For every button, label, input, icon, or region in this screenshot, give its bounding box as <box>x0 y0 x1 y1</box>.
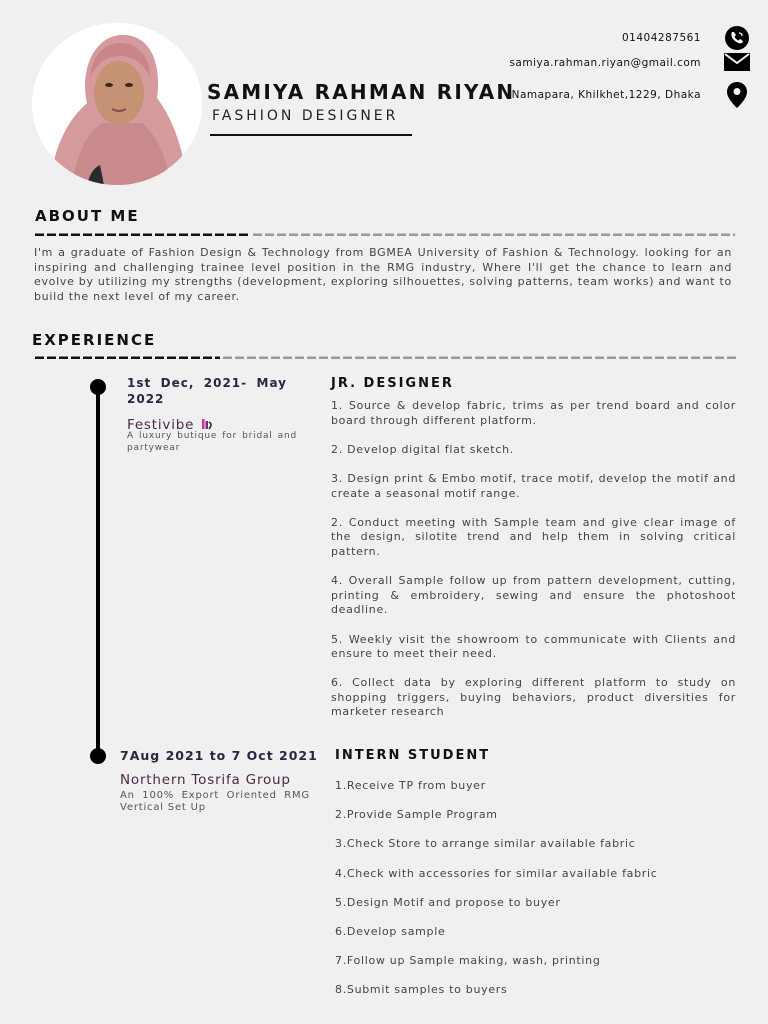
duty-item: 7.Follow up Sample making, wash, printing <box>335 954 601 968</box>
timeline-dot <box>90 379 106 395</box>
phone-number[interactable]: 01404287561 <box>622 32 701 44</box>
duty-item: 4. Overall Sample follow up from pattern development, cutting, printing & embroidery, sewing and ensure the photoshoot deadline. <box>331 574 736 617</box>
email-address[interactable]: samiya.rahman.riyan@gmail.com <box>509 57 701 69</box>
profile-photo-illustration <box>32 23 202 185</box>
duty-item: 1. Source & develop fabric, trims as per trend board and color board through different platform. <box>331 399 736 427</box>
duty-item: 6.Develop sample <box>335 924 446 938</box>
duty-item: 8.Submit samples to buyers <box>335 983 508 997</box>
duty-item: 3.Check Store to arrange similar available fabric <box>335 837 636 851</box>
phone-icon <box>724 25 750 49</box>
profile-photo <box>32 23 202 185</box>
experience-heading: EXPERIENCE <box>32 331 157 349</box>
mail-icon <box>724 52 750 76</box>
company-description: A luxury butique for bridal and partywear <box>127 431 297 453</box>
timeline-line <box>96 387 100 757</box>
about-paragraph: I'm a graduate of Fashion Design & Technology from BGMEA University of Fashion & Technology. looking for an inspiring and challenging trainee level position in the RMG industry, Where I'll get the chance to learn and evolve by utilizing my strengths (development, exploring silhouettes, solving patterns, team works) and want to build the next level of my career. <box>34 246 732 303</box>
candidate-name: SAMIYA RAHMAN RIYAN <box>207 80 516 104</box>
company-description: An 100% Export Oriented RMG Vertical Set Up <box>120 790 310 813</box>
duty-item: 2. Conduct meeting with Sample team and give clear image of the design, silotite trend and help them in solving critical pattern. <box>331 515 736 558</box>
duty-item: 3. Design print & Embo motif, trace motif, develop the motif and create a seasonal motif range. <box>331 471 736 500</box>
duty-item: 6. Collect data by exploring different platform to study on shopping triggers, buying behaviors, product diversities for marketer research <box>331 676 736 719</box>
duty-item: 2. Develop digital flat sketch. <box>331 442 514 456</box>
timeline-dot <box>90 748 106 764</box>
candidate-role: FASHION DESIGNER <box>212 108 399 124</box>
job-title: JR. DESIGNER <box>331 376 454 391</box>
job-date: 1st Dec, 2021- May 2022 <box>127 376 287 406</box>
about-heading: ABOUT ME <box>35 207 140 225</box>
role-underline <box>210 134 412 136</box>
job-duties-list <box>331 399 736 735</box>
duty-item: 5.Design Motif and propose to buyer <box>335 895 561 909</box>
job-title: INTERN STUDENT <box>335 748 491 763</box>
duty-item: 5. Weekly visit the showroom to communicate with Clients and ensure to meet their need. <box>331 632 736 661</box>
company-name: Northern Tosrifa Group <box>120 772 291 788</box>
about-divider <box>35 233 735 236</box>
location-pin-icon <box>727 82 753 106</box>
company-name: Festivibe <box>127 417 195 433</box>
address: Namapara, Khilkhet,1229, Dhaka <box>511 89 701 101</box>
duty-item: 4.Check with accessories for similar available fabric <box>335 866 658 880</box>
duty-item: 2.Provide Sample Program <box>335 808 498 822</box>
duty-item: 1.Receive TP from buyer <box>335 779 486 792</box>
experience-divider <box>35 356 737 359</box>
job-duties-list <box>335 779 735 1013</box>
job-date: 7Aug 2021 to 7 Oct 2021 <box>120 748 318 763</box>
